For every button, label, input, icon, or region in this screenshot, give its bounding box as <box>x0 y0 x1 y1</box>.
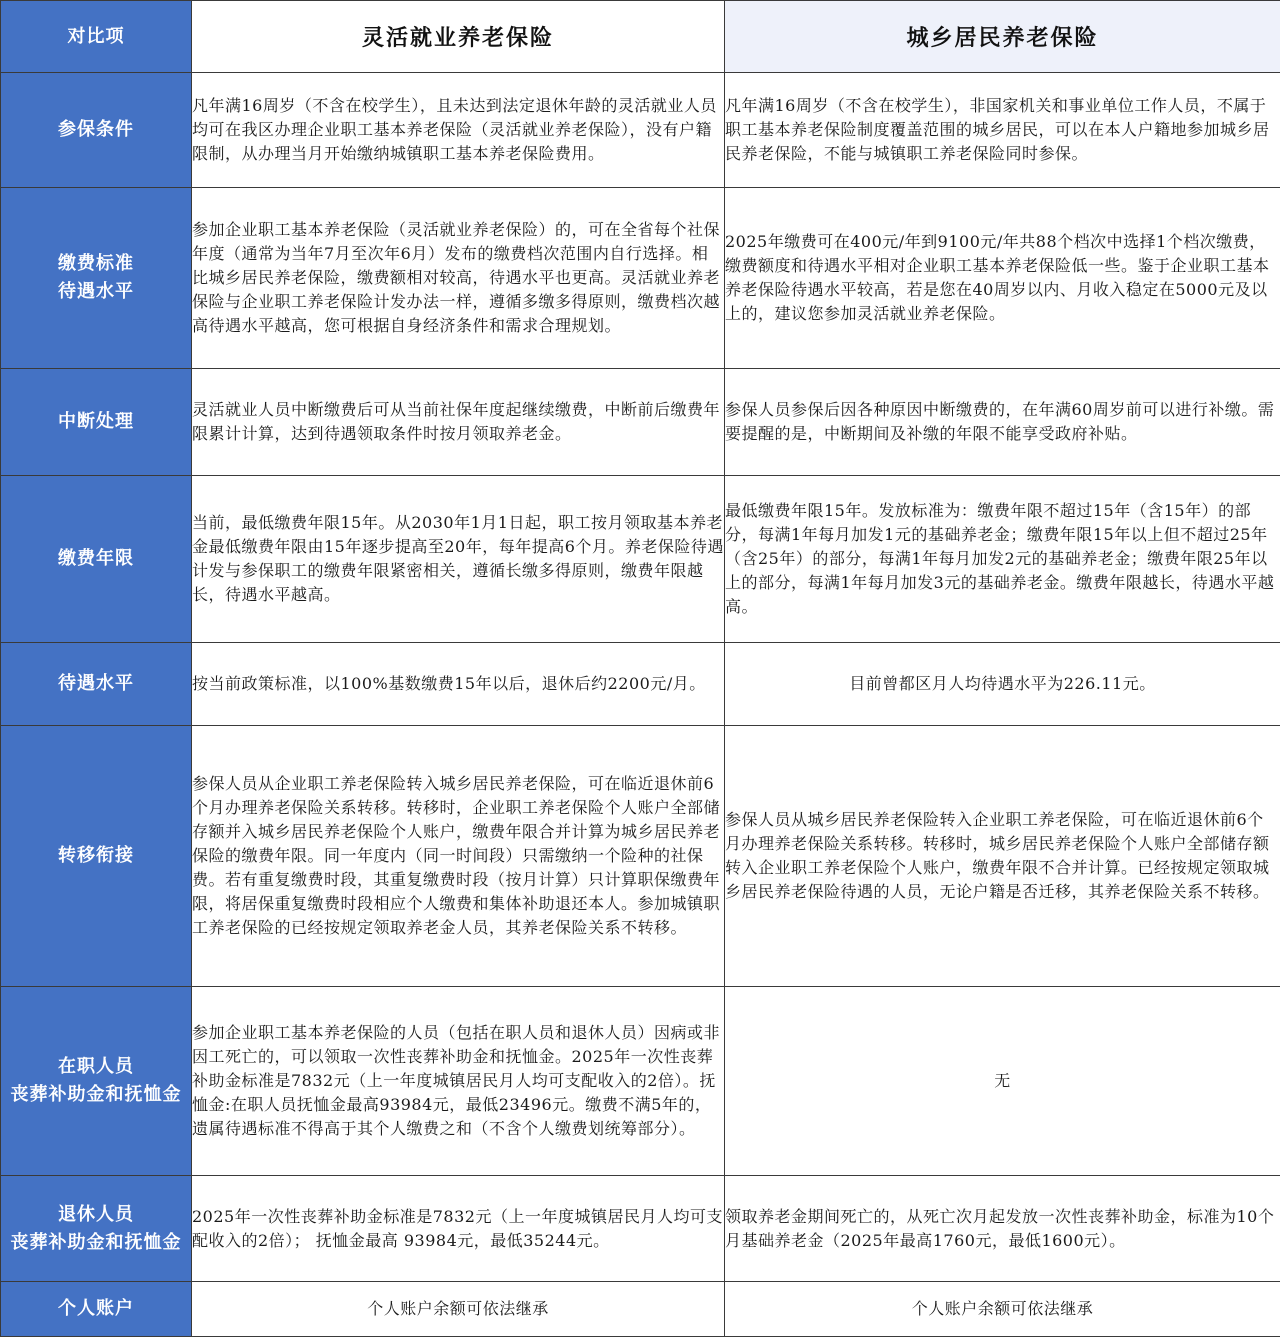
table-row <box>1 726 1280 987</box>
header-label: 对比项 <box>1 1 192 73</box>
cell-flexible: 2025年一次性丧葬补助金标准是7832元（上一年度城镇居民月人均可支配收入的2倍）； 抚恤金最高 93984元，最低35244元。 <box>192 1176 725 1282</box>
header-urban-rural: 城乡居民养老保险 <box>725 1 1280 73</box>
cell-urban-rural: 无 <box>725 987 1280 1176</box>
cell-flexible: 参保人员从企业职工养老保险转入城乡居民养老保险，可在临近退休前6个月办理养老保险关系转移。转移时，企业职工养老保险个人账户全部储存额并入城乡居民养老保险个人账户，缴费年限合并计算为城乡居民养老保险的缴费年限。同一年度内（同一时间段）只需缴纳一个险种的社保费。若有重复缴费时段，其重复缴费时段（按月计算）只计算职保缴费年限，将居保重复缴费时段相应个人缴费和集体补助退还本人。参加城镇职工养老保险的已经按规定领取养老金人员，其养老保险关系不转移。 <box>192 726 725 987</box>
row-label: 转移衔接 <box>1 726 192 987</box>
table-row <box>1 1282 1280 1337</box>
table-row <box>1 369 1280 476</box>
cell-urban-rural: 参保人员从城乡居民养老保险转入企业职工养老保险，可在临近退休前6个月办理养老保险关系转移。转移时，城乡居民养老保险个人账户全部储存额转入企业职工养老保险个人账户，缴费年限不合并计算。已经按规定领取城乡居民养老保险待遇的人员，无论户籍是否迁移，其养老保险关系不转移。 <box>725 726 1280 987</box>
cell-flexible: 参加企业职工基本养老保险的人员（包括在职人员和退休人员）因病或非因工死亡的，可以领取一次性丧葬补助金和抚恤金。2025年一次性丧葬补助金标准是7832元（上一年度城镇居民月人均可支配收入的2倍）。抚恤金:在职人员抚恤金最高93984元，最低23496元。缴费不满5年的，遗属待遇标准不得高于其个人缴费之和（不含个人缴费划统筹部分）。 <box>192 987 725 1176</box>
row-label: 待遇水平 <box>1 643 192 726</box>
cell-flexible: 参加企业职工基本养老保险（灵活就业养老保险）的，可在全省每个社保年度（通常为当年7月至次年6月）发布的缴费档次范围内自行选择。相比城乡居民养老保险，缴费额相对较高，待遇水平也更高。灵活就业养老保险与企业职工养老保险计发办法一样，遵循多缴多得原则，缴费档次越高待遇水平越高，您可根据自身经济条件和需求合理规划。 <box>192 188 725 369</box>
header-flexible-employment: 灵活就业养老保险 <box>192 1 725 73</box>
cell-urban-rural: 最低缴费年限15年。发放标准为：缴费年限不超过15年（含15年）的部分，每满1年每月加发1元的基础养老金；缴费年限15年以上但不超过25年（含25年）的部分，每满1年每月加发2元的基础养老金；缴费年限25年以上的部分，每满1年每月加发3元的基础养老金。缴费年限越长，待遇水平越高。 <box>725 476 1280 643</box>
row-label: 缴费年限 <box>1 476 192 643</box>
cell-flexible: 按当前政策标准，以100%基数缴费15年以后，退休后约2200元/月。 <box>192 643 725 726</box>
row-label: 缴费标准 待遇水平 <box>1 188 192 369</box>
cell-flexible: 凡年满16周岁（不含在校学生），且未达到法定退休年龄的灵活就业人员均可在我区办理企业职工基本养老保险（灵活就业养老保险），没有户籍限制，从办理当月开始缴纳城镇职工基本养老保险费用。 <box>192 73 725 188</box>
cell-urban-rural: 参保人员参保后因各种原因中断缴费的，在年满60周岁前可以进行补缴。需要提醒的是，中断期间及补缴的年限不能享受政府补贴。 <box>725 369 1280 476</box>
cell-urban-rural: 目前曾都区月人均待遇水平为226.11元。 <box>725 643 1280 726</box>
table-header-row <box>1 1 1280 73</box>
cell-urban-rural: 凡年满16周岁（不含在校学生），非国家机关和事业单位工作人员，不属于职工基本养老保险制度覆盖范围的城乡居民，可以在本人户籍地参加城乡居民养老保险，不能与城镇职工养老保险同时参保。 <box>725 73 1280 188</box>
cell-urban-rural: 2025年缴费可在400元/年到9100元/年共88个档次中选择1个档次缴费，缴费额度和待遇水平相对企业职工基本养老保险低一些。鉴于企业职工基本养老保险待遇水平较高，若是您在40周岁以内、月收入稳定在5000元及以上的，建议您参加灵活就业养老保险。 <box>725 188 1280 369</box>
row-label: 参保条件 <box>1 73 192 188</box>
row-label: 个人账户 <box>1 1282 192 1337</box>
row-label: 中断处理 <box>1 369 192 476</box>
cell-flexible: 当前，最低缴费年限15年。从2030年1月1日起，职工按月领取基本养老金最低缴费年限由15年逐步提高至20年，每年提高6个月。养老保险待遇计发与参保职工的缴费年限紧密相关，遵循长缴多得原则，缴费年限越长，待遇水平越高。 <box>192 476 725 643</box>
table-row <box>1 1176 1280 1282</box>
table-row <box>1 987 1280 1176</box>
table-row <box>1 73 1280 188</box>
cell-urban-rural: 个人账户余额可依法继承 <box>725 1282 1280 1337</box>
table-row <box>1 188 1280 369</box>
cell-urban-rural: 领取养老金期间死亡的，从死亡次月起发放一次性丧葬补助金，标准为10个月基础养老金（2025年最高1760元，最低1600元）。 <box>725 1176 1280 1282</box>
cell-flexible: 个人账户余额可依法继承 <box>192 1282 725 1337</box>
cell-flexible: 灵活就业人员中断缴费后可从当前社保年度起继续缴费，中断前后缴费年限累计计算，达到待遇领取条件时按月领取养老金。 <box>192 369 725 476</box>
table-row <box>1 476 1280 643</box>
row-label: 退休人员 丧葬补助金和抚恤金 <box>1 1176 192 1282</box>
row-label: 在职人员 丧葬补助金和抚恤金 <box>1 987 192 1176</box>
table-row <box>1 643 1280 726</box>
